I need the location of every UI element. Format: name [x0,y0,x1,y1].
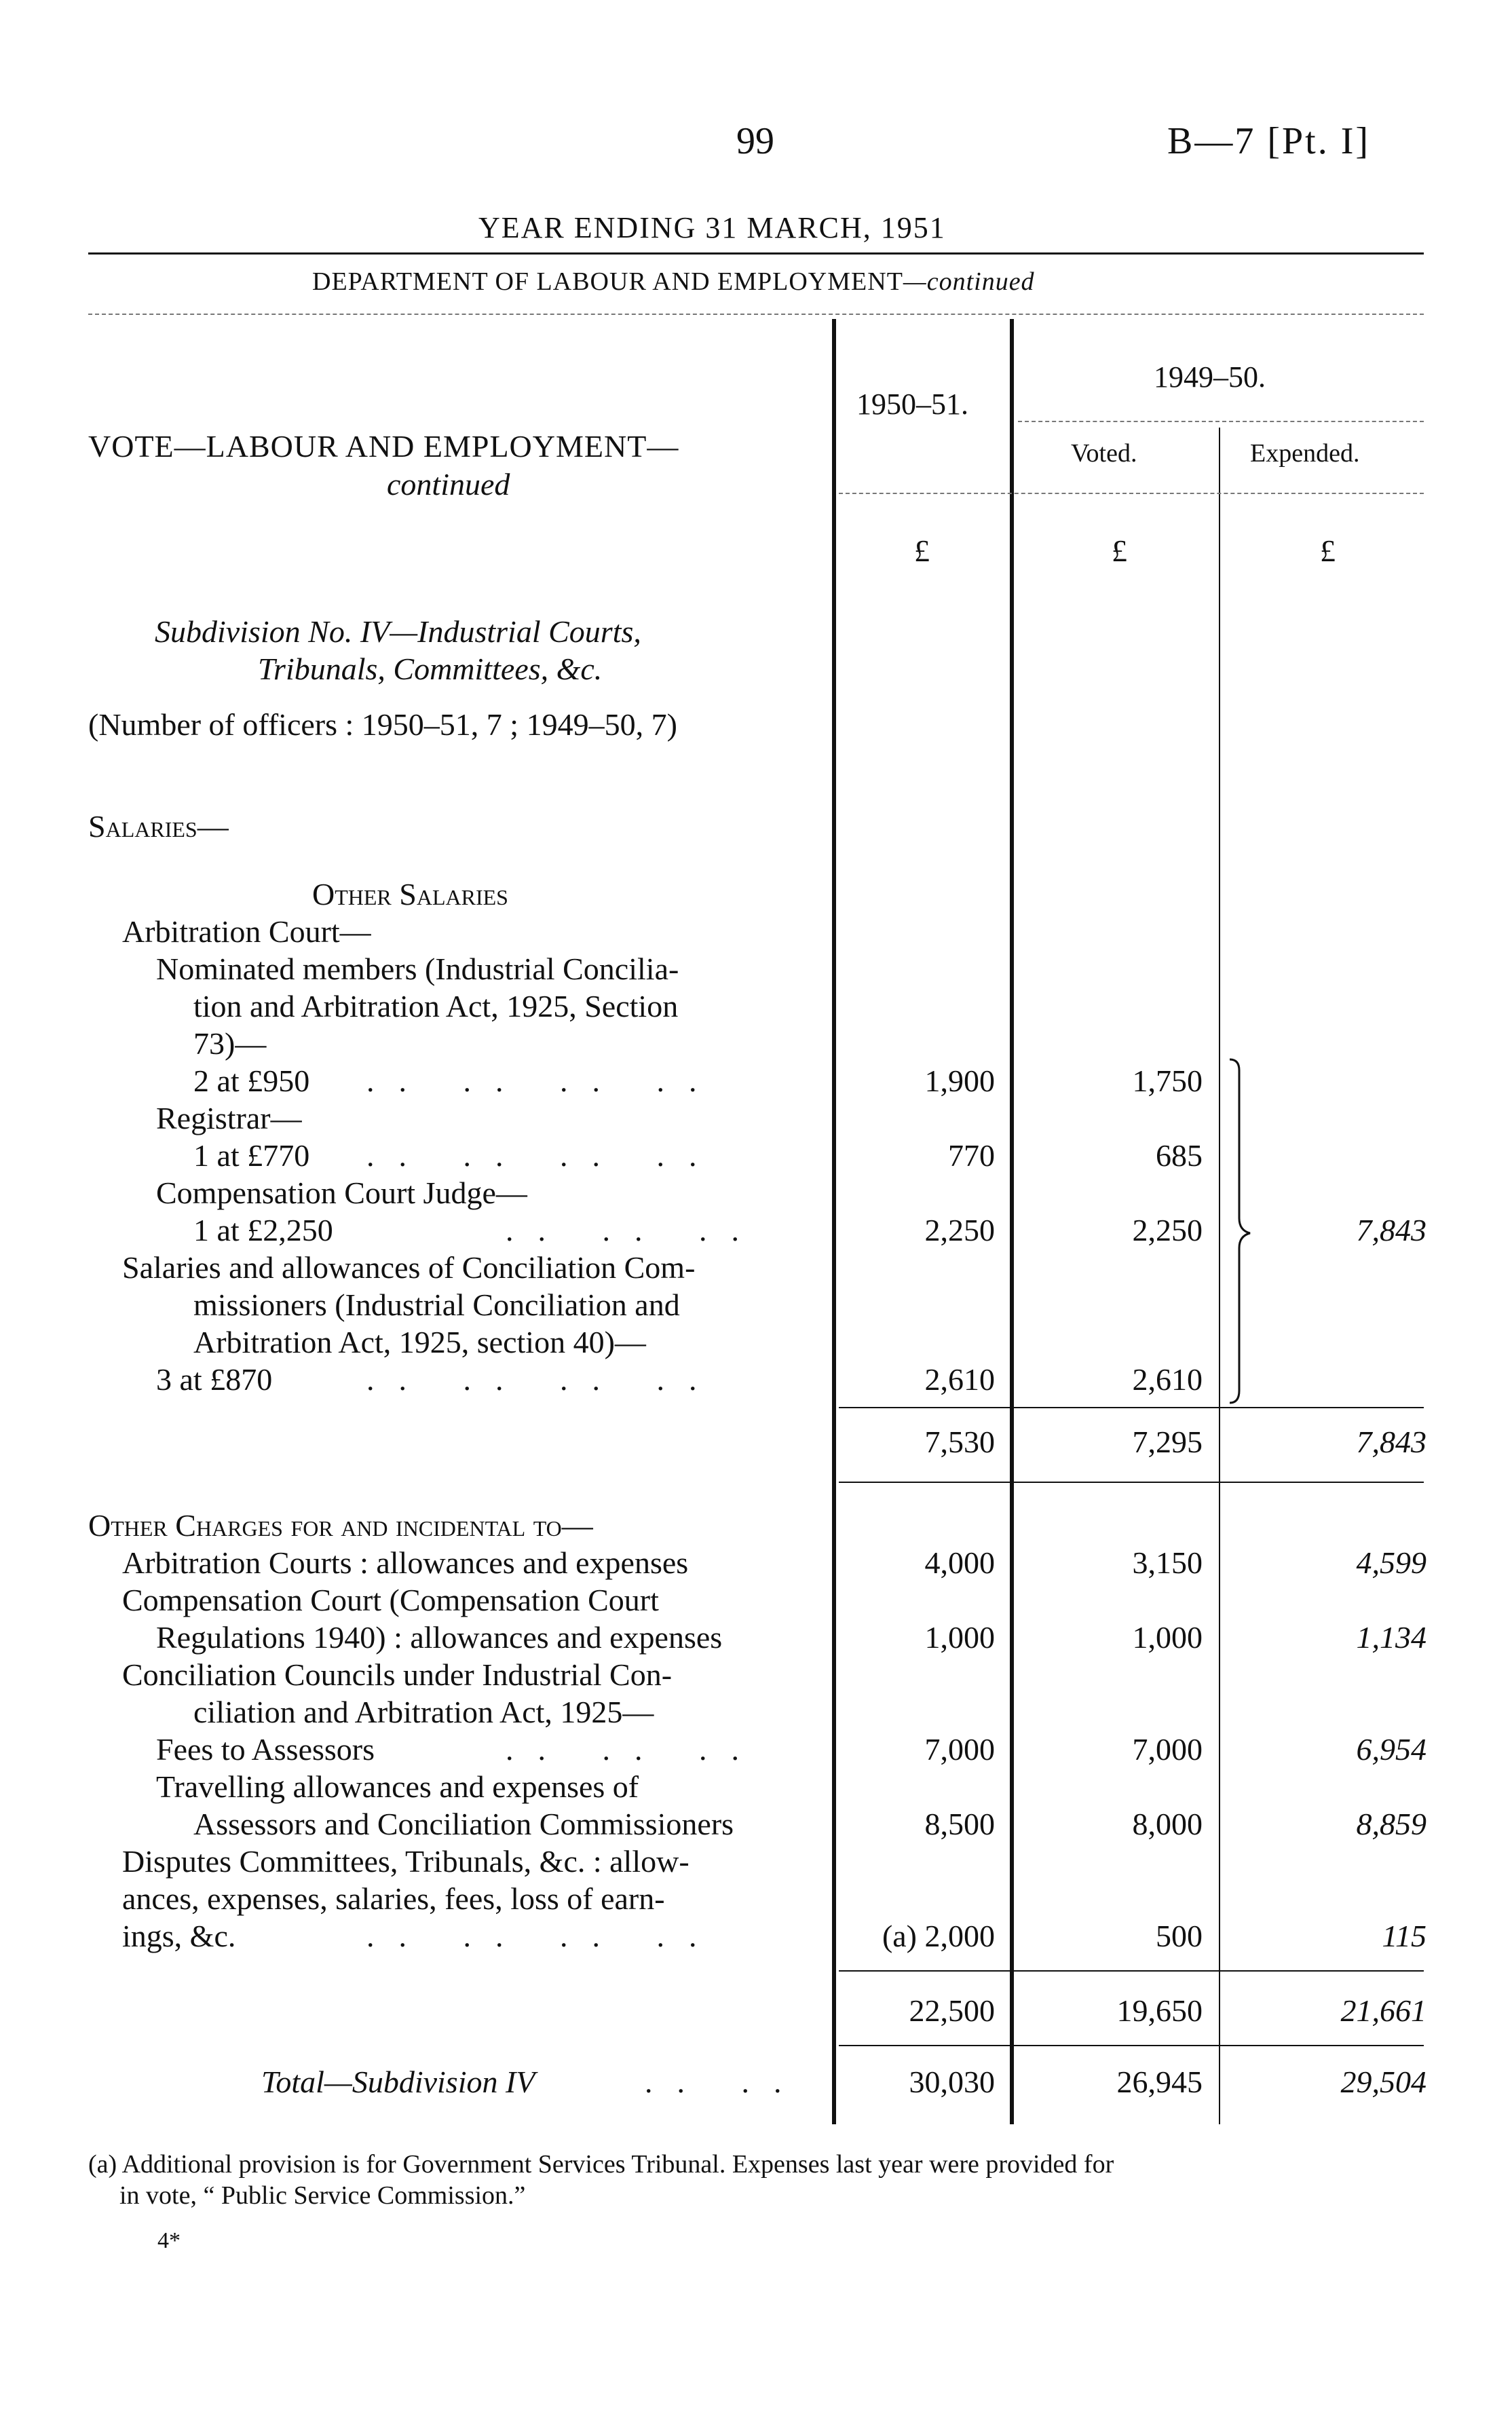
conciliation-commissioners-label-3: Arbitration Act, 1925, section 40)— [193,1325,646,1359]
charge-expended-value: 1,134 [1356,1620,1426,1655]
salary-item-label: 1 at £2,250 [193,1213,333,1247]
grand-total-voted: 26,945 [1116,2065,1203,2099]
col-rule-1 [832,319,836,2124]
salary-item-label: 1 at £770 [193,1138,310,1173]
currency-voted: £ [1112,533,1127,568]
subdivision-title: Subdivision No. IV—Industrial Courts, [155,614,641,649]
charge-expended-value: 4,599 [1356,1545,1426,1580]
salary-current-value: 2,610 [924,1362,995,1397]
salaries-total-current: 7,530 [924,1425,995,1459]
year-title: YEAR ENDING 31 MARCH, 1951 [478,211,946,244]
leader-dots: .. .. .. .. [366,1919,721,1953]
grand-total-current: 30,030 [909,2065,995,2099]
salary-voted-value: 2,610 [1132,1362,1203,1397]
grand-total-expended: 29,504 [1340,2065,1426,2099]
charges-total-current: 22,500 [909,1993,995,2028]
vote-title: VOTE—LABOUR AND EMPLOYMENT— [88,429,679,464]
conciliation-commissioners-label-2: missioners (Industrial Conciliation and [193,1287,680,1322]
charge-current-value: 1,000 [924,1620,995,1655]
col-rule-2 [1010,319,1014,2124]
arbitration-courts-label: Arbitration Courts : allowances and expenses [122,1545,689,1580]
currency-1950-51: £ [914,533,930,568]
page-signature: 4* [157,2228,181,2253]
charge-current-value: 4,000 [924,1545,995,1580]
col-header-1950-51: 1950–51. [856,388,968,421]
salaries-total-rule [839,1407,1424,1408]
leader-dots: .. .. [645,2065,806,2099]
leader-dots: .. .. .. .. [366,1138,721,1173]
col-header-voted: Voted. [1071,439,1137,468]
conciliation-commissioners-label: Salaries and allowances of Conciliation Com- [122,1250,696,1285]
grand-total-label: Total—Subdivision IV [261,2065,535,2099]
salary-current-value: 2,250 [924,1213,995,1247]
footnote: (a) Additional provision is for Government Services Tribunal. Expenses last year were provided for [88,2150,1114,2179]
other-salaries-heading: Other Salaries [312,877,508,911]
fees-to-assessors-label: Fees to Assessors [156,1732,375,1767]
leader-dots: .. .. .. [506,1732,763,1767]
salaries-total-voted: 7,295 [1132,1425,1203,1459]
travelling-allowances-label-2: Assessors and Conciliation Commissioners [193,1807,734,1841]
salaries-bracket-expended: 7,843 [1356,1213,1426,1247]
nominated-members-label-3: 73)— [193,1026,267,1061]
charge-voted-value: 7,000 [1132,1732,1203,1767]
disputes-committees-label-2: ances, expenses, salaries, fees, loss of earn- [122,1881,665,1916]
nominated-members-label-2: tion and Arbitration Act, 1925, Section [193,989,679,1023]
salaries-heading: Salaries— [88,809,229,844]
nominated-members-label: Nominated members (Industrial Concilia- [156,952,679,986]
charge-expended-value: 115 [1382,1919,1426,1953]
currency-expended: £ [1320,533,1336,568]
leader-dots: .. .. .. .. [366,1063,721,1098]
compensation-court-label: Compensation Court (Compensation Court [122,1583,659,1617]
other-charges-heading: Other Charges for and incidental to— [88,1508,593,1543]
footnote-line-2: in vote, “ Public Service Commission.” [119,2181,526,2210]
charge-voted-value: 1,000 [1132,1620,1203,1655]
header-rule [88,252,1424,255]
charges-total-rule [839,1970,1424,1972]
charge-expended-value: 8,859 [1356,1807,1426,1841]
subdivision-title-2: Tribunals, Committees, &c. [258,652,603,686]
comp-judge-label: Compensation Court Judge— [156,1175,527,1210]
disputes-committees-label: Disputes Committees, Tribunals, &c. : allow- [122,1844,689,1879]
header-dashed-rule [88,314,1424,315]
salary-voted-value: 685 [1156,1138,1203,1173]
registrar-label: Registrar— [156,1101,302,1135]
leader-dots: .. .. .. [506,1213,763,1247]
department-title [312,265,1035,299]
charge-current-value: 8,500 [924,1807,995,1841]
disputes-committees-label-3: ings, &c. [122,1919,236,1953]
department-continued: —continued [903,267,1035,296]
salary-voted-value: 1,750 [1132,1063,1203,1098]
charge-voted-value: 500 [1156,1919,1203,1953]
col-rule-3 [1219,428,1220,2124]
charges-total-voted: 19,650 [1116,1993,1203,2028]
col-header-expended: Expended. [1250,439,1360,468]
col-header-bottom-rule [839,493,1424,494]
charge-current-value: 7,000 [924,1732,995,1767]
salary-current-value: 770 [948,1138,995,1173]
salary-item-label: 3 at £870 [156,1362,273,1397]
col-header-1949-50: 1949–50. [1154,360,1266,394]
arbitration-court-label: Arbitration Court— [122,914,371,949]
salary-voted-value: 2,250 [1132,1213,1203,1247]
salary-item-label: 2 at £950 [193,1063,310,1098]
charges-total-bottom-rule [839,2045,1424,2046]
conciliation-councils-label: Conciliation Councils under Industrial Con- [122,1657,673,1692]
charge-current-value: (a) 2,000 [882,1919,995,1953]
page-number: 99 [736,120,774,162]
document-reference: B—7 [Pt. I] [1167,120,1370,162]
charge-expended-value: 6,954 [1356,1732,1426,1767]
travelling-allowances-label: Travelling allowances and expenses of [156,1769,639,1804]
col-header-rule [1018,421,1424,422]
charge-voted-value: 3,150 [1132,1545,1203,1580]
leader-dots: .. .. .. .. [366,1362,721,1397]
charges-total-expended: 21,661 [1340,1993,1426,2028]
conciliation-councils-label-2: ciliation and Arbitration Act, 1925— [193,1695,654,1729]
salaries-total-bottom-rule [839,1482,1424,1483]
compensation-court-label-2: Regulations 1940) : allowances and expenses [156,1620,723,1655]
vote-title-continued: continued [387,467,510,502]
number-of-officers: (Number of officers : 1950–51, 7 ; 1949–50, 7) [88,707,677,742]
salaries-total-expended: 7,843 [1356,1425,1426,1459]
salary-current-value: 1,900 [924,1063,995,1098]
department-name: DEPARTMENT OF LABOUR AND EMPLOYMENT [312,267,903,296]
charge-voted-value: 8,000 [1132,1807,1203,1841]
